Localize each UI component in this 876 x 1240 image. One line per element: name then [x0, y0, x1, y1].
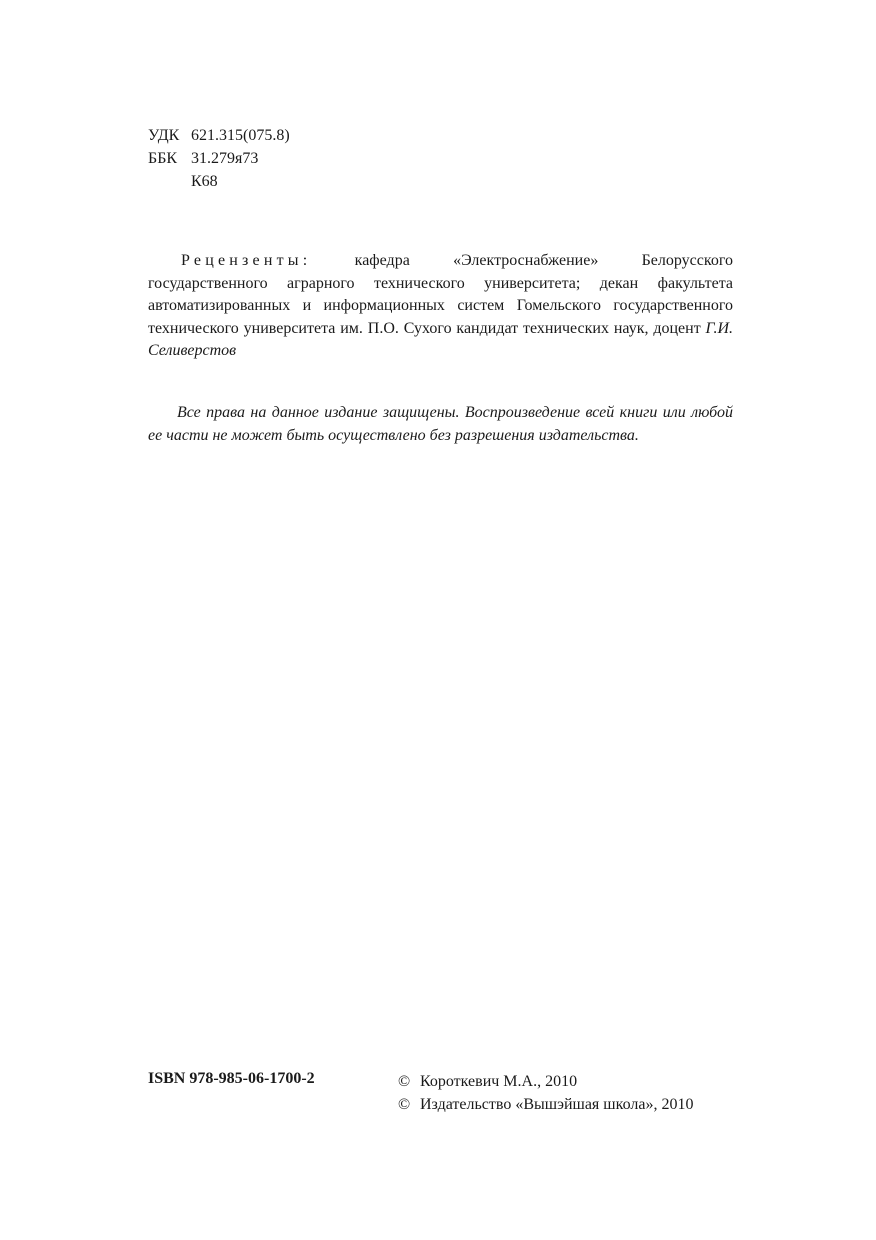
reviewers-label: Рецензенты:	[181, 252, 312, 269]
copyright-line-author	[398, 1070, 693, 1093]
copyright-symbol: ©	[398, 1096, 411, 1113]
copyright-block	[398, 1070, 693, 1116]
reviewers-text: кафедра «Электроснабжение» Белорусского государственного аграрного технического университета; декан факультета автоматизированных и информационных систем Гомельского государственного технического университета им. П.О. Сухого кандидат технических наук, доцент	[148, 252, 733, 337]
rights-notice: Все права на данное издание защищены. Воспроизведение всей книги или любой ее части не может быть осуществлено без разрешения издательства.	[148, 404, 733, 444]
bbk-row	[148, 147, 290, 170]
copyright-publisher: Издательство «Вышэйшая школа», 2010	[420, 1096, 694, 1113]
udk-label: УДК	[148, 127, 180, 144]
isbn: ISBN 978-985-06-1700-2	[148, 1070, 315, 1087]
reviewers-paragraph	[148, 250, 733, 363]
copyright-symbol: ©	[398, 1073, 411, 1090]
udk-value: 621.315(075.8)	[191, 127, 290, 144]
bbk-label: ББК	[148, 150, 178, 167]
reviewer-name: Г.И. Селиверстов	[148, 319, 733, 359]
bbk-value: 31.279я73	[191, 150, 259, 167]
author-mark: К68	[191, 173, 218, 190]
copyright-author: Короткевич М.А., 2010	[420, 1073, 578, 1090]
udk-row	[148, 124, 290, 147]
classification-block	[148, 124, 290, 193]
copyright-line-publisher	[398, 1093, 693, 1116]
